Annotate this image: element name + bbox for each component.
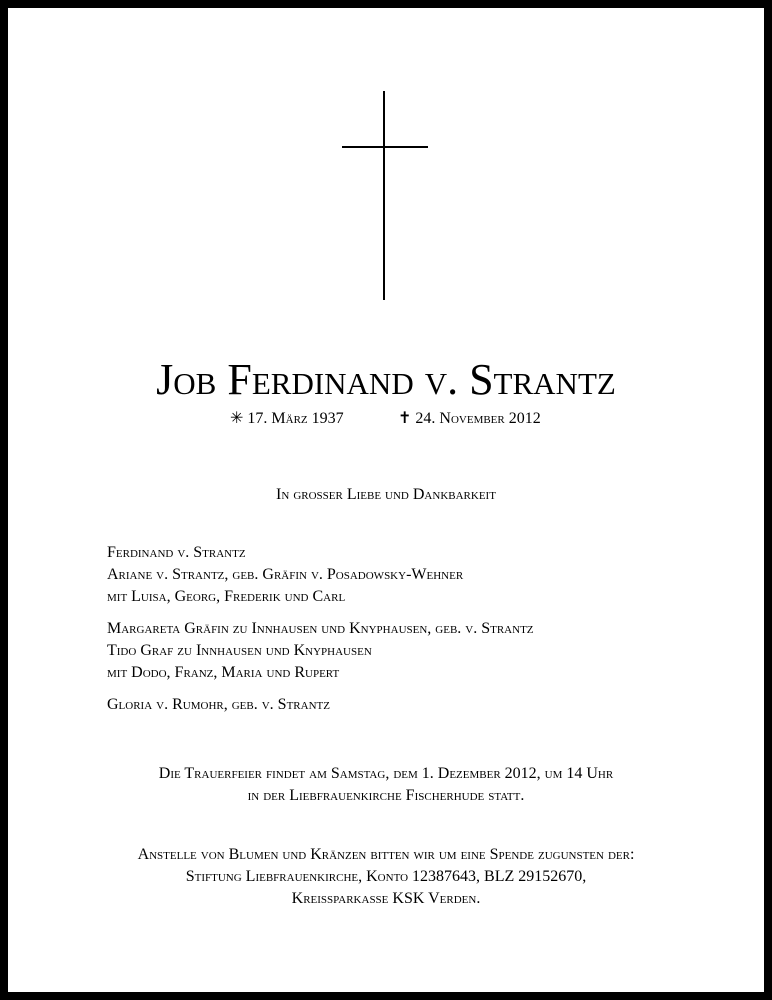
mourner-group [107, 618, 534, 684]
mourner-line: Ariane v. Strantz, geb. Gräfin v. Posadowsky-Wehner [107, 566, 464, 583]
star-icon: ✳ [230, 410, 244, 427]
mourner-line: Margareta Gräfin zu Innhausen und Knyphausen, geb. v. Strantz [107, 620, 534, 637]
mourner-group [107, 694, 330, 716]
mourner-line: Gloria v. Rumohr, geb. v. Strantz [107, 696, 330, 713]
funeral-line: in der Liebfrauenkirche Fischerhude statt. [247, 787, 525, 804]
cross-vertical-bar [383, 91, 385, 300]
mourner-line: mit Dodo, Franz, Maria und Rupert [107, 664, 340, 681]
birth-date-text: 17. März 1937 [247, 410, 344, 427]
mourner-group [107, 542, 463, 608]
life-dates [8, 408, 764, 430]
donation-line: Stiftung Liebfrauenkirche, Konto 12387643, BLZ 29152670, [185, 868, 587, 885]
mourner-line: Tido Graf zu Innhausen und Knyphausen [107, 642, 372, 659]
birth-date [230, 408, 344, 430]
deceased-name: Job Ferdinand v. Strantz [156, 355, 616, 404]
cross-icon: ✝ [398, 410, 412, 427]
donation-line: Kreissparkasse KSK Verden. [291, 890, 481, 907]
death-date-text: 24. November 2012 [415, 410, 541, 427]
mourner-line: mit Luisa, Georg, Frederik und Carl [107, 588, 346, 605]
donation-line: Anstelle von Blumen und Kränzen bitten wir um eine Spende zugunsten der: [137, 846, 635, 863]
dedication-line: In grosser Liebe und Dankbarkeit [276, 486, 496, 503]
mourner-line: Ferdinand v. Strantz [107, 544, 246, 561]
funeral-announcement [8, 763, 764, 807]
donation-request [8, 844, 764, 910]
funeral-line: Die Trauerfeier findet am Samstag, dem 1. Dezember 2012, um 14 Uhr [158, 765, 614, 782]
cross-horizontal-bar [342, 146, 428, 148]
death-date [398, 408, 541, 430]
